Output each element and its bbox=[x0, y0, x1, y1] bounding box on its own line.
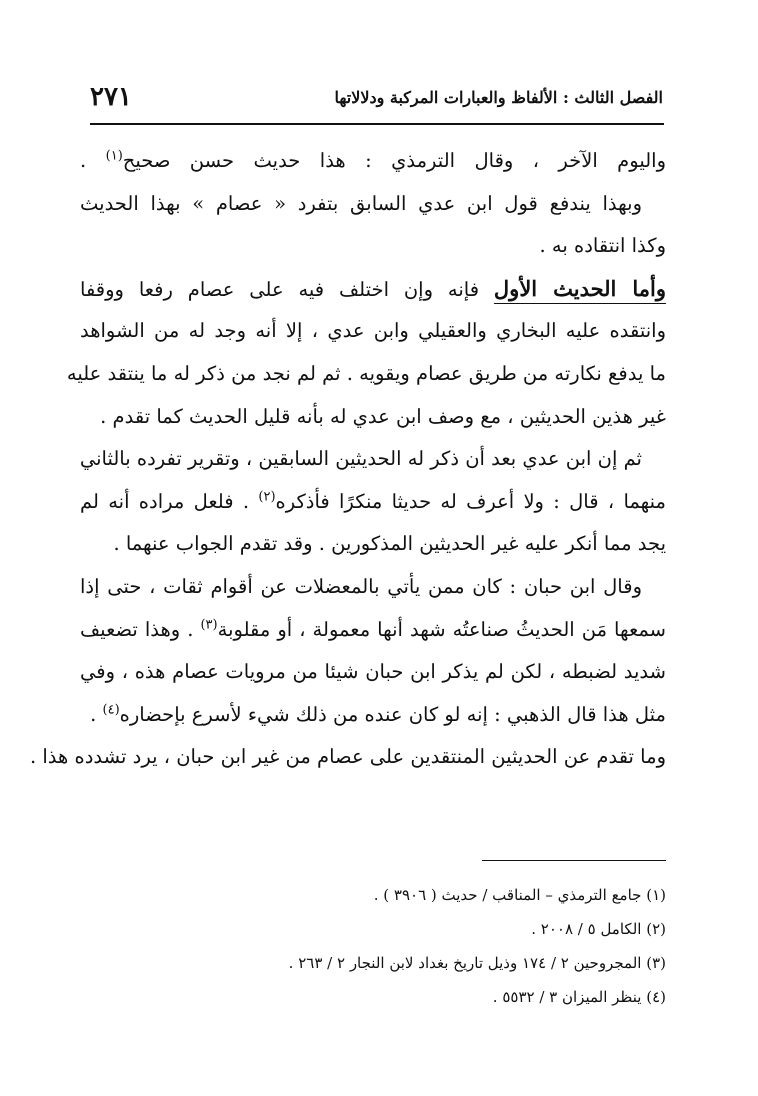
text-line: منهما ، قال : ولا أعرف له حديثا منكرًا فأذكره$^{(٢)}$ . فلعل مراده أنه لم bbox=[80, 489, 666, 513]
page-number: ٢٧١ bbox=[90, 82, 132, 112]
footnote-marker: (٣) bbox=[646, 954, 666, 972]
footnote-reference[interactable]: (٤) bbox=[102, 702, 120, 718]
text-line: مثل هذا قال الذهبي : إنه لو كان عنده من ذلك شيء لأسرع بإحضاره$^{(٤)}$ . bbox=[90, 702, 666, 726]
footnote-text: ينظر الميزان ٣ / ٥٥٣٢ . bbox=[492, 988, 642, 1006]
text-line: شديد لضبطه ، لكن لم يذكر ابن حبان شيئا من مرويات عصام هذه ، وفي bbox=[80, 660, 666, 684]
text-line: ما يدفع نكارته من طريق عصام ويقويه . ثم لم نجد من ذكر له ما ينتقد عليه bbox=[66, 361, 666, 385]
text-line: واليوم الآخر ، وقال الترمذي : هذا حديث حسن صحيح$^{(١)}$ . bbox=[80, 148, 666, 172]
footnote-reference[interactable]: (٢) bbox=[258, 489, 276, 505]
footnote-marker: (٢) bbox=[646, 920, 666, 938]
text-line: يجد مما أنكر عليه غير الحديثين المذكورين . وقد تقدم الجواب عنهما . bbox=[113, 532, 666, 556]
text-line: وما تقدم عن الحديثين المنتقدين على عصام من غير ابن حبان ، يرد تشدده هذا . bbox=[29, 745, 666, 769]
footnote-marker: (٤) bbox=[646, 988, 666, 1006]
main-text bbox=[29, 140, 667, 779]
footnote-text: جامع الترمذي – المناقب / حديث ( ٣٩٠٦ ) . bbox=[373, 886, 642, 904]
text-line: وقال ابن حبان : كان ممن يأتي بالمعضلات عن أقوام ثقات ، حتى إذا bbox=[80, 574, 642, 598]
text-line: غير هذين الحديثين ، مع وصف ابن عدي له بأنه قليل الحديث كما تقدم . bbox=[100, 404, 666, 428]
footnote-item bbox=[80, 980, 666, 1014]
text-line: ثم إن ابن عدي بعد أن ذكر له الحديثين السابقين ، وتقرير تفرده بالثاني bbox=[79, 447, 642, 471]
footnote-item bbox=[80, 912, 666, 946]
footnote-item bbox=[80, 946, 666, 980]
text-line: وأما الحديث الأول فإنه وإن اختلف فيه على عصام رفعا ووقفا bbox=[80, 268, 666, 311]
header-divider bbox=[90, 123, 664, 125]
footnote-divider bbox=[482, 860, 666, 861]
footnote-marker: (١) bbox=[646, 886, 666, 904]
text-line: وانتقده عليه البخاري والعقيلي وابن عدي ، إلا أنه وجد له من الشواهد bbox=[80, 319, 666, 343]
footnote-text: المجروحين ٢ / ١٧٤ وذيل تاريخ بغداد لابن النجار ٢ / ٢٦٣ . bbox=[288, 954, 642, 972]
chapter-title: الفصل الثالث : الألفاظ والعبارات المركبة ودلالاتها bbox=[334, 88, 663, 107]
text-line: سمعها مَن الحديثُ صناعتُه شهد أنها معمولة ، أو مقلوبة$^{(٣)}$ . وهذا تضعيف bbox=[80, 617, 667, 641]
text-line: وكذا انتقاده به . bbox=[539, 234, 666, 258]
section-heading: وأما الحديث الأول bbox=[494, 276, 666, 304]
footnote-text: الكامل ٥ / ٢٠٠٨ . bbox=[531, 920, 642, 938]
footnote-reference[interactable]: (٣) bbox=[200, 617, 218, 633]
footnote-reference[interactable]: (١) bbox=[105, 148, 123, 164]
text-line: وبهذا يندفع قول ابن عدي السابق بتفرد « عصام » بهذا الحديث bbox=[80, 191, 642, 215]
footnote-item bbox=[80, 878, 666, 912]
footnotes bbox=[80, 878, 666, 1014]
running-header bbox=[90, 82, 663, 120]
